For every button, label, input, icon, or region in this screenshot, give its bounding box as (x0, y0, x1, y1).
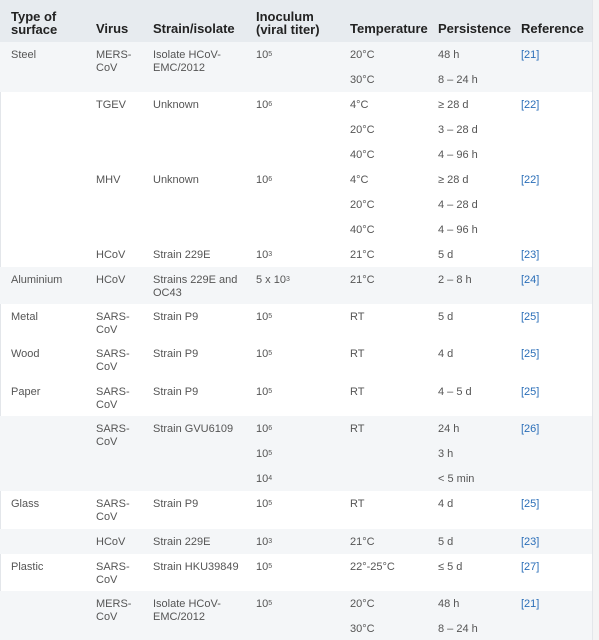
cell-temperature: RT (350, 498, 365, 510)
cell-strain: Unknown (153, 174, 199, 186)
cell-persistence: 3 – 28 d (438, 124, 478, 136)
cell-strain: Strain P9 (153, 348, 199, 360)
cell-strain: Strain 229E (153, 536, 211, 548)
cell-reference[interactable]: [27] (521, 561, 540, 573)
cell-temperature: RT (350, 311, 365, 323)
cell-inoculum: 5 x $10^3$ (256, 274, 290, 286)
cell-reference[interactable]: [25] (521, 311, 540, 323)
cell-surface: Wood (11, 348, 40, 360)
cell-inoculum: $10^3$ (256, 536, 273, 548)
cell-surface: Plastic (11, 561, 44, 573)
cell-persistence: ≥ 28 d (438, 99, 469, 111)
cell-temperature: 4°C (350, 174, 369, 186)
header-temperature: Temperature (350, 21, 428, 36)
cell-virus: SARS-CoV (96, 311, 130, 336)
cell-strain: Strain GVU6109 (153, 423, 234, 435)
cell-persistence: 4 – 96 h (438, 224, 478, 236)
cell-virus: HCoV (96, 536, 126, 548)
cell-persistence: 8 – 24 h (438, 74, 478, 86)
cell-inoculum: $10^5$ (256, 386, 273, 398)
cell-temperature: 21°C (350, 274, 375, 286)
cell-persistence: 2 – 8 h (438, 274, 472, 286)
cell-persistence: ≤ 5 d (438, 561, 463, 573)
cell-reference[interactable]: [25] (521, 386, 540, 398)
cell-persistence: 5 d (438, 249, 454, 261)
cell-inoculum: $10^4$ (256, 473, 273, 485)
cell-reference[interactable]: [25] (521, 348, 540, 360)
cell-inoculum: $10^5$ (256, 448, 273, 460)
cell-virus: SARS-CoV (96, 561, 130, 586)
cell-surface: Metal (11, 311, 38, 323)
cell-virus: SARS-CoV (96, 386, 130, 411)
cell-temperature: 30°C (350, 74, 375, 86)
cell-strain: Strain P9 (153, 311, 199, 323)
cell-virus: SARS-CoV (96, 498, 130, 523)
header-strain: Strain/isolate (153, 21, 235, 36)
cell-strain: Strain HKU39849 (153, 561, 239, 573)
cell-surface: Glass (11, 498, 40, 510)
cell-virus: MHV (96, 174, 121, 186)
cell-inoculum: $10^6$ (256, 423, 273, 435)
header-surface: Type of surface (11, 9, 58, 37)
cell-inoculum: $10^5$ (256, 598, 273, 610)
cell-persistence: 5 d (438, 311, 454, 323)
cell-virus: MERS-CoV (96, 49, 132, 74)
cell-surface: Steel (11, 49, 37, 61)
cell-temperature: 22°-25°C (350, 561, 395, 573)
cell-temperature: 21°C (350, 249, 375, 261)
header-virus: Virus (96, 21, 129, 36)
cell-temperature: 20°C (350, 49, 375, 61)
cell-temperature: 20°C (350, 199, 375, 211)
cell-inoculum: $10^5$ (256, 348, 273, 360)
cell-strain: Unknown (153, 99, 199, 111)
cell-temperature: 40°C (350, 149, 375, 161)
cell-temperature: 30°C (350, 623, 375, 635)
scrollbar[interactable] (593, 0, 599, 640)
cell-reference[interactable]: [22] (521, 99, 540, 111)
cell-persistence: ≥ 28 d (438, 174, 469, 186)
cell-reference[interactable]: [23] (521, 249, 540, 261)
cell-reference[interactable]: [23] (521, 536, 540, 548)
cell-strain: Strain P9 (153, 386, 199, 398)
cell-persistence: 4 – 96 h (438, 149, 478, 161)
cell-persistence: 8 – 24 h (438, 623, 478, 635)
cell-temperature: 20°C (350, 598, 375, 610)
cell-surface: Aluminium (11, 274, 63, 286)
cell-virus: SARS-CoV (96, 348, 130, 373)
cell-temperature: 20°C (350, 124, 375, 136)
cell-persistence: 48 h (438, 49, 460, 61)
header-persistence: Persistence (438, 21, 511, 36)
cell-inoculum: $10^5$ (256, 49, 273, 61)
cell-temperature: 40°C (350, 224, 375, 236)
cell-reference[interactable]: [26] (521, 423, 540, 435)
cell-virus: TGEV (96, 99, 126, 111)
table-header (0, 0, 592, 42)
cell-persistence: 4 d (438, 348, 454, 360)
cell-reference[interactable]: [22] (521, 174, 540, 186)
cell-strain: Strain P9 (153, 498, 199, 510)
cell-inoculum: $10^6$ (256, 99, 273, 111)
cell-inoculum: $10^5$ (256, 498, 273, 510)
cell-temperature: 4°C (350, 99, 369, 111)
cell-persistence: 4 – 5 d (438, 386, 472, 398)
header-inoculum: Inoculum (viral titer) (256, 9, 320, 37)
cell-persistence: 3 h (438, 448, 454, 460)
cell-persistence: 4 d (438, 498, 454, 510)
cell-strain: Isolate HCoV-EMC/2012 (153, 49, 221, 74)
cell-strain: Strains 229E and OC43 (153, 274, 238, 299)
cell-virus: HCoV (96, 274, 126, 286)
cell-reference[interactable]: [25] (521, 498, 540, 510)
cell-virus: HCoV (96, 249, 126, 261)
cell-reference[interactable]: [21] (521, 49, 540, 61)
cell-reference[interactable]: [24] (521, 274, 540, 286)
cell-surface: Paper (11, 386, 41, 398)
cell-inoculum: $10^3$ (256, 249, 273, 261)
cell-persistence: 24 h (438, 423, 460, 435)
cell-temperature: RT (350, 423, 365, 435)
cell-virus: SARS-CoV (96, 423, 130, 448)
cell-virus: MERS-CoV (96, 598, 132, 623)
cell-temperature: 21°C (350, 536, 375, 548)
cell-inoculum: $10^6$ (256, 174, 273, 186)
cell-temperature: RT (350, 386, 365, 398)
cell-temperature: RT (350, 348, 365, 360)
cell-persistence: 48 h (438, 598, 460, 610)
cell-inoculum: $10^5$ (256, 561, 273, 573)
cell-persistence: 4 – 28 d (438, 199, 478, 211)
cell-inoculum: $10^5$ (256, 311, 273, 323)
cell-strain: Strain 229E (153, 249, 211, 261)
cell-persistence: 5 d (438, 536, 454, 548)
cell-reference[interactable]: [21] (521, 598, 540, 610)
cell-persistence: < 5 min (438, 473, 475, 485)
header-reference: Reference (521, 21, 584, 36)
cell-strain: Isolate HCoV-EMC/2012 (153, 598, 221, 623)
